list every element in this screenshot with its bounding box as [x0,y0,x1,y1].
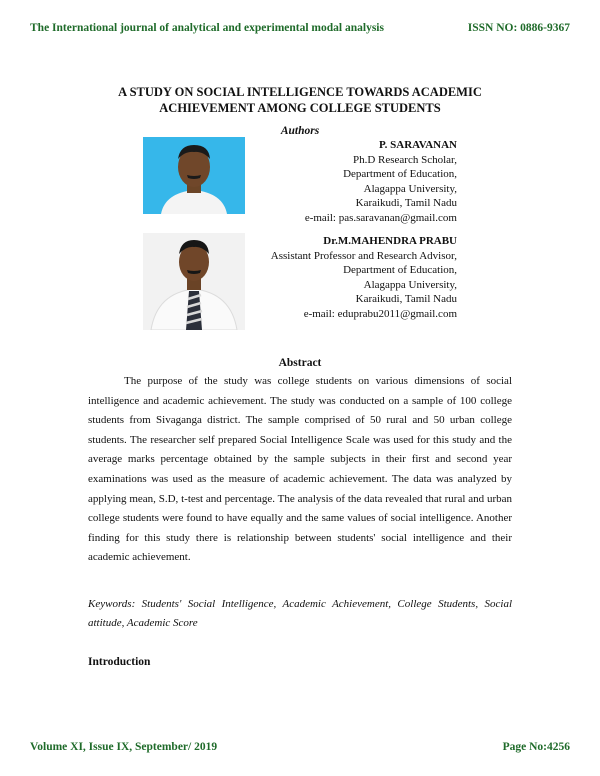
author-2-email: e-mail: eduprabu2011@gmail.com [303,307,457,320]
page-header [0,22,600,42]
author-2-address [271,234,457,321]
author-2-line: Assistant Professor and Research Advisor, [270,249,457,262]
keywords: Keywords: Students' Social Intelligence, Academic Achievement, College Students, Social attitude, Academic Score [88,598,512,629]
abstract-heading: Abstract [278,357,322,369]
author-2-line: Alagappa University, [363,278,457,291]
authors-heading: Authors [280,125,320,137]
author-1-line: Karaikudi, Tamil Nadu [355,197,457,209]
author-photo-2 [143,233,245,330]
author-1-email: e-mail: pas.saravanan@gmail.com [304,211,457,224]
page-number: Page No:4256 [502,741,570,753]
page-footer [0,741,600,761]
paper-title: A STUDY ON SOCIAL INTELLIGENCE TOWARDS ACADEMIC ACHIEVEMENT AMONG COLLEGE STUDENTS [118,85,482,115]
author-1-address [305,138,457,225]
abstract-body: The purpose of the study was college students on various dimensions of social intelligence and academic achievement. The study was conducted on a sample of 100 college students from Sivaganga district. The sample comprised of 50 rural and 50 urban college students. The researcher self prepared Social Intelligence Scale was used for this study and the average marks percentage obtained by the sample subjects in their first and second year examinations was used as the measure of academic achievement. The data was analyzed by applying mean, S.D, t-test and percentage. The analysis of the data revealed that rural and urban college students were found to have equally and the same values of social intelligence. Another finding for this study there is relationship between students' social intelligence and their academic achievement. [88,375,512,564]
issn: ISSN NO: 0886-9367 [467,22,570,34]
author-1-line: Department of Education, [343,168,457,180]
author-2-line: Karaikudi, Tamil Nadu [355,293,457,305]
author-1-line: Alagappa University, [363,182,457,195]
introduction-heading: Introduction [88,656,151,668]
author-1-name: P. SARAVANAN [378,139,457,151]
author-photo-1 [143,137,245,214]
author-2-name: Dr.M.MAHENDRA PRABU [323,235,457,247]
author-2-line: Department of Education, [343,264,457,276]
journal-name: The International journal of analytical and experimental modal analysis [30,22,384,34]
author-1-line: Ph.D Research Scholar, [352,153,457,166]
volume-issue: Volume XI, Issue IX, September/ 2019 [30,741,218,753]
